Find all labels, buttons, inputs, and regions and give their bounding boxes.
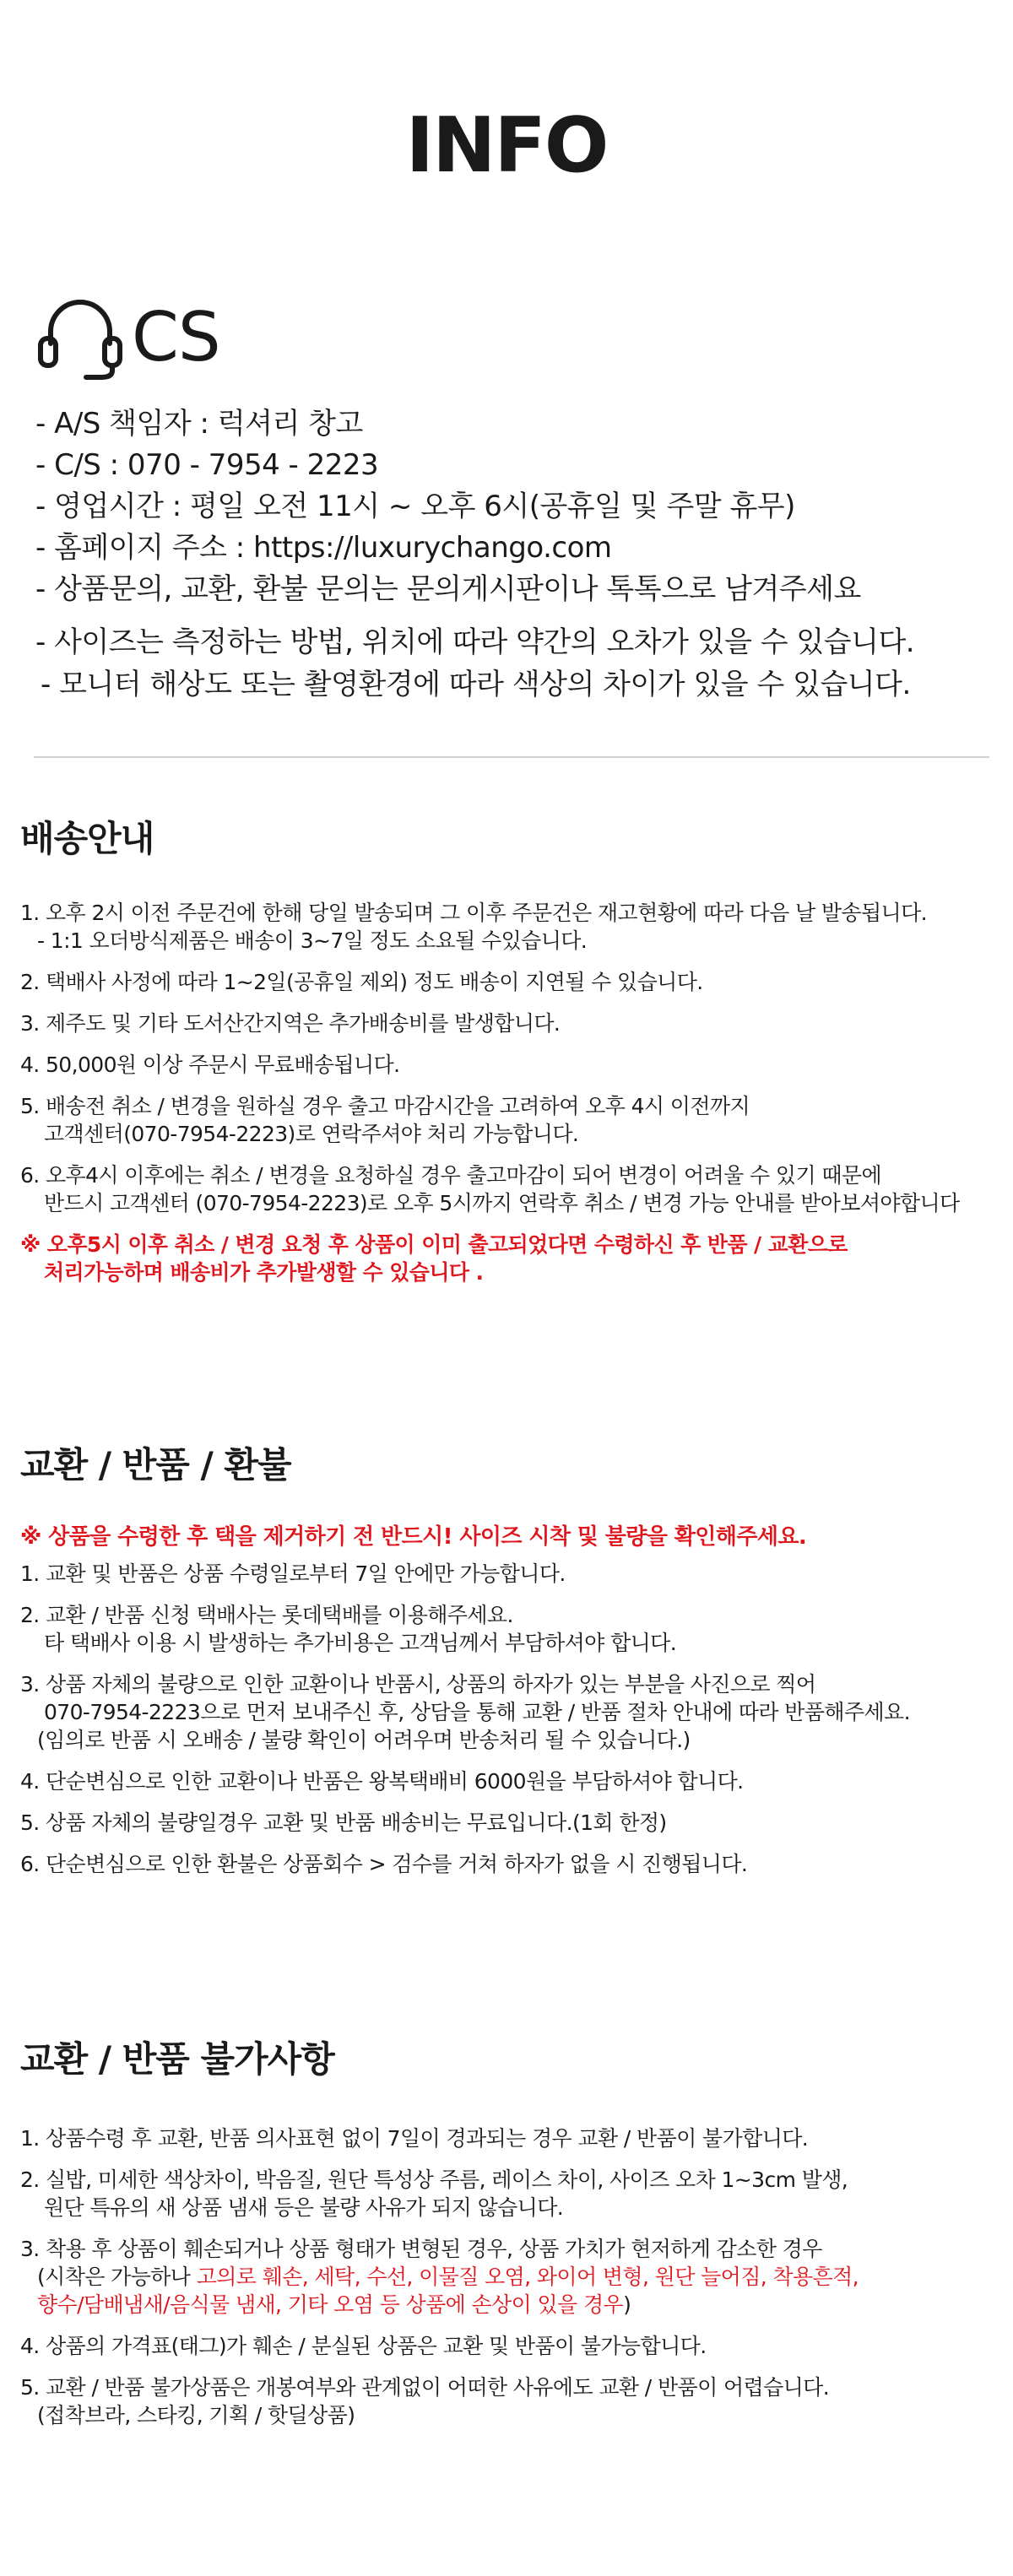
list-item-text: ) bbox=[623, 2292, 631, 2317]
returns-list bbox=[20, 1521, 910, 1881]
list-item: - 1:1 오더방식제품은 배송이 3~7일 정도 소요될 수있습니다. bbox=[37, 928, 588, 953]
cs-line: - A/S 책임자 : 럭셔리 창고 bbox=[35, 407, 363, 441]
list-item: 고객센터(070-7954-2223)로 연락주셔야 처리 가능합니다. bbox=[44, 1122, 579, 1146]
damage-highlight: 고의로 훼손, 세탁, 수선, 이물질 오염, 와이어 변형, 원단 늘어짐, 착용흔적, bbox=[196, 2265, 859, 2289]
list-item: 6. 단순변심으로 인한 환불은 상품회수 > 검수를 거쳐 하자가 없을 시 진행됩니다. bbox=[20, 1852, 748, 1876]
restrictions-heading: 교환 / 반품 불가사항 bbox=[20, 2038, 334, 2080]
list-item: 6. 오후4시 이후에는 취소 / 변경을 요청하실 경우 출고마감이 되어 변경이 어려울 수 있기 때문에 bbox=[20, 1163, 881, 1188]
list-item: 5. 상품 자체의 불량일경우 교환 및 반품 배송비는 무료입니다.(1회 한정) bbox=[20, 1810, 667, 1835]
cs-header bbox=[34, 287, 220, 388]
list-item: (접착브라, 스타킹, 기획 / 핫딜상품) bbox=[37, 2403, 355, 2427]
list-item: 1. 상품수령 후 교환, 반품 의사표현 없이 7일이 경과되는 경우 교환 / 반품이 불가합니다. bbox=[20, 2126, 809, 2151]
cs-notes-list bbox=[35, 621, 914, 706]
list-item: 반드시 고객센터 (070-7954-2223)로 오후 5시까지 연락후 취소 / 변경 가능 안내를 받아보셔야합니다 bbox=[44, 1191, 960, 1215]
list-item: 4. 단순변심으로 인한 교환이나 반품은 왕복택배비 6000원을 부담하셔야 합니다. bbox=[20, 1769, 744, 1794]
cs-line: - C/S : 070 - 7954 - 2223 bbox=[35, 448, 379, 482]
list-item: 1. 오후 2시 이전 주문건에 한해 당일 발송되며 그 이후 주문건은 재고현황에 따라 다음 날 발송됩니다. bbox=[20, 901, 927, 925]
cs-line: - 홈페이지 주소 : https://luxurychango.com bbox=[35, 531, 612, 565]
list-item: 070-7954-2223으로 먼저 보내주신 후, 상담을 통해 교환 / 반품 절차 안내에 따라 반품해주세요. bbox=[44, 1700, 910, 1724]
damage-highlight: 향수/담배냄새/음식물 냄새, 기타 오염 등 상품에 손상이 있을 경우 bbox=[37, 2292, 624, 2317]
shipping-list bbox=[20, 896, 960, 1289]
list-item: 3. 착용 후 상품이 훼손되거나 상품 형태가 변형된 경우, 상품 가치가 현저하게 감소한 경우 bbox=[20, 2237, 822, 2261]
list-item: 3. 제주도 및 기타 도서산간지역은 추가배송비를 발생합니다. bbox=[20, 1011, 561, 1036]
restrictions-list bbox=[20, 2122, 859, 2432]
cs-note: - 사이즈는 측정하는 방법, 위치에 따라 약간의 오차가 있을 수 있습니다. bbox=[35, 625, 915, 659]
list-item-text: (시착은 가능하나 bbox=[37, 2265, 197, 2289]
headset-icon bbox=[34, 291, 127, 384]
list-item: 타 택배사 이용 시 발생하는 추가비용은 고객님께서 부담하셔야 합니다. bbox=[44, 1631, 677, 1655]
list-item: 5. 교환 / 반품 불가상품은 개봉여부와 관계없이 어떠한 사유에도 교환 / 반품이 어렵습니다. bbox=[20, 2375, 830, 2400]
list-item: (임의로 반품 시 오배송 / 불량 확인이 어려우며 반송처리 될 수 있습니다.) bbox=[37, 1728, 691, 1752]
shipping-warning: ※ 오후5시 이후 취소 / 변경 요청 후 상품이 이미 출고되었다면 수령하신 후 반품 / 교환으로 bbox=[20, 1232, 848, 1257]
list-item: 5. 배송전 취소 / 변경을 원하실 경우 출고 마감시간을 고려하여 오후 4시 이전까지 bbox=[20, 1094, 750, 1118]
list-item: 2. 택배사 사정에 따라 1~2일(공휴일 제외) 정도 배송이 지연될 수 있습니다. bbox=[20, 970, 703, 994]
cs-line: - 영업시간 : 평일 오전 11시 ~ 오후 6시(공휴일 및 주말 휴무) bbox=[35, 490, 795, 523]
page-title: INFO bbox=[405, 101, 608, 190]
list-item: 4. 50,000원 이상 주문시 무료배송됩니다. bbox=[20, 1053, 400, 1077]
section-divider bbox=[34, 756, 989, 758]
list-item: 2. 실밥, 미세한 색상차이, 박음질, 원단 특성상 주름, 레이스 차이, 사이즈 오차 1~3cm 발생, bbox=[20, 2167, 848, 2192]
shipping-warning: 처리가능하며 배송비가 추가발생할 수 있습니다 . bbox=[44, 1260, 484, 1285]
list-item: 원단 특유의 새 상품 냄새 등은 불량 사유가 되지 않습니다. bbox=[44, 2195, 564, 2220]
cs-label: CS bbox=[132, 298, 220, 376]
list-item: 1. 교환 및 반품은 상품 수령일로부터 7일 안에만 가능합니다. bbox=[20, 1561, 566, 1586]
returns-heading: 교환 / 반품 / 환불 bbox=[20, 1444, 291, 1486]
list-item: 2. 교환 / 반품 신청 택배사는 롯데택배를 이용해주세요. bbox=[20, 1603, 513, 1627]
shipping-heading: 배송안내 bbox=[20, 818, 154, 859]
list-item: 3. 상품 자체의 불량으로 인한 교환이나 반품시, 상품의 하자가 있는 부분을 사진으로 찍어 bbox=[20, 1672, 816, 1697]
cs-line: - 상품문의, 교환, 환불 문의는 문의게시판이나 톡톡으로 남겨주세요 bbox=[35, 572, 861, 606]
cs-note: - 모니터 해상도 또는 촬영환경에 따라 색상의 차이가 있을 수 있습니다. bbox=[41, 668, 911, 701]
list-item: 4. 상품의 가격표(태그)가 훼손 / 분실된 상품은 교환 및 반품이 불가능합니다. bbox=[20, 2334, 707, 2358]
cs-contact-list bbox=[35, 403, 861, 610]
returns-warning: ※ 상품을 수령한 후 택을 제거하기 전 반드시! 사이즈 시착 및 불량을 확인해주세요. bbox=[20, 1524, 807, 1550]
